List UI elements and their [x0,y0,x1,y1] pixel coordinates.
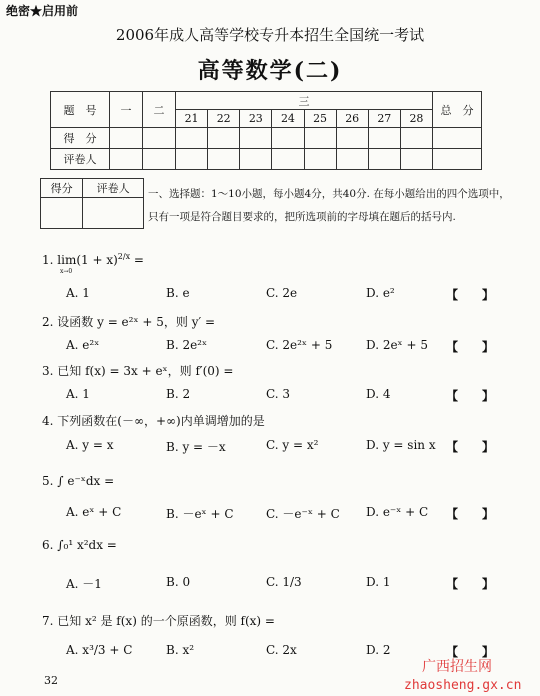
score-cell [240,128,272,149]
question-stem: 设函数 y = e²ˣ + 5，则 y′ = [57,315,216,329]
grader-cell [368,149,400,170]
option-b: B. y = －x [166,440,226,454]
section-grader-box [40,178,144,229]
sub-number: 21 [176,110,208,128]
sub-number: 22 [208,110,240,128]
score-cell [272,128,304,149]
score-cell [433,128,482,149]
question-stem: 已知 f(x) = 3x + eˣ，则 f′(0) = [57,364,234,378]
score-cell [176,128,208,149]
watermark-url: zhaosheng.gx.cn [404,678,522,693]
score-cell [336,128,368,149]
question-number: 6. [42,538,54,552]
score-cell [400,128,432,149]
watermark-site-name: 广西招生网 [422,659,492,675]
grader-cell [143,149,176,170]
option-c: C. y = x² [266,438,319,452]
score-cell [143,128,176,149]
option-d: D. 2eˣ + 5 [366,338,428,352]
option-d: D. e² [366,286,395,300]
question-4 [42,412,265,429]
question-stem: 下列函数在(－∞，+∞)内单调增加的是 [57,414,265,428]
option-d: D. 4 [366,387,391,401]
confidential-label: 绝密★启用前 [6,4,79,18]
section-two-header: 二 [143,92,176,128]
question-number: 4. [42,414,54,428]
grader-name-cell [83,198,144,229]
grader-name-label: 评卷人 [83,179,144,198]
option-c: C. 2e [266,286,298,300]
grader-cell [240,149,272,170]
option-b: B. x² [166,643,195,657]
answer-bracket: 【 】 [446,645,495,659]
grader-cell [400,149,432,170]
answer-bracket: 【 】 [446,288,495,302]
question-2 [42,313,215,330]
page-number: 32 [44,674,58,687]
option-a: A. x³/3 + C [66,643,133,657]
option-a: A. 1 [66,286,90,300]
option-b: B. 2e²ˣ [166,338,208,352]
option-a: A. －1 [66,577,102,591]
grader-row-label: 评卷人 [51,149,110,170]
question-number-label: 题 号 [51,92,110,128]
section-one-header: 一 [110,92,143,128]
option-d: D. y = sin x [366,438,436,452]
option-d: D. e⁻ˣ + C [366,505,429,519]
option-b: B. e [166,286,190,300]
answer-bracket: 【 】 [446,389,495,403]
question-6 [42,538,117,552]
score-cell [304,128,336,149]
question-stem: lim(1 + x) [57,253,118,267]
option-b: B. 0 [166,575,191,589]
option-a: A. y = x [66,438,114,452]
grader-score-label: 得分 [41,179,83,198]
question-stem-end: = [130,253,144,267]
sub-number: 28 [400,110,432,128]
total-label: 总 分 [433,92,482,128]
question-number: 3. [42,364,54,378]
exam-title: 2006年成人高等学校专升本招生全国统一考试 [115,26,425,44]
option-c: C. 1/3 [266,575,302,589]
grader-cell [176,149,208,170]
option-d: D. 1 [366,575,391,589]
option-b: B. －eˣ + C [166,507,234,521]
option-a: A. 1 [66,387,90,401]
grader-cell [304,149,336,170]
question-1 [42,252,144,267]
score-cell [368,128,400,149]
grader-cell [208,149,240,170]
question-3 [42,362,233,379]
question-5 [42,474,114,488]
sub-number: 23 [240,110,272,128]
section-instructions: 一、选择题：1～10小题，每小题4分，共40分. 在每小题给出的四个选项中，只有一项是符合题目要求的，把所选项前的字母填在题后的括号内. [148,188,510,223]
sub-number: 26 [336,110,368,128]
answer-bracket: 【 】 [446,577,495,591]
question-stem: ∫₀¹ x²dx = [57,538,117,552]
option-a: A. e²ˣ [66,338,100,352]
grader-cell [272,149,304,170]
question-stem: 已知 x² 是 f(x) 的一个原函数，则 f(x) = [57,614,275,628]
score-cell [208,128,240,149]
sub-number: 24 [272,110,304,128]
question-number: 2. [42,315,54,329]
question-number: 7. [42,614,54,628]
sub-number: 27 [368,110,400,128]
subject-title: 高等数学(二) [197,58,343,84]
option-a: A. eˣ + C [66,505,122,519]
sub-number: 25 [304,110,336,128]
question-stem: ∫ e⁻ˣdx = [57,474,115,488]
section-three-header: 三 [176,92,433,110]
question-number: 5. [42,474,54,488]
answer-bracket: 【 】 [446,440,495,454]
exponent: 2/x [117,252,131,261]
grader-cell [433,149,482,170]
option-c: C. 3 [266,387,291,401]
limit-subscript: x→0 [60,268,73,275]
question-number: 1. [42,253,54,267]
option-c: C. 2x [266,643,297,657]
grader-score-cell [41,198,83,229]
option-d: D. 2 [366,643,391,657]
score-table [50,91,482,170]
answer-bracket: 【 】 [446,340,495,354]
option-c: C. 2e²ˣ + 5 [266,338,333,352]
option-c: C. －e⁻ˣ + C [266,507,340,521]
score-cell [110,128,143,149]
option-b: B. 2 [166,387,191,401]
grader-cell [110,149,143,170]
question-7 [42,612,275,629]
grader-cell [336,149,368,170]
answer-bracket: 【 】 [446,507,495,521]
score-row-label: 得 分 [51,128,110,149]
